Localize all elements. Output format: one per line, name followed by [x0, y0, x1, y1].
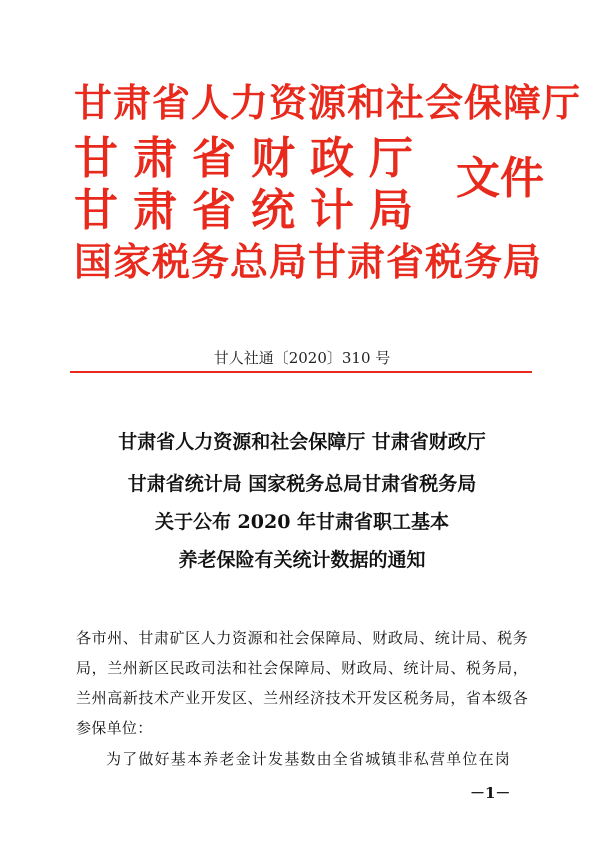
issuing-agency-finance: 甘肃省财政厅 [74, 133, 428, 184]
issuing-agency-hrss: 甘肃省人力资源和社会保障厅 [74, 80, 582, 125]
issuing-agency-tax: 国家税务总局甘肃省税务局 [74, 239, 543, 284]
doc-type-label: 文件 [456, 153, 544, 204]
recipients-paragraph: 各市州、甘肃矿区人力资源和社会保障局、财政局、统计局、税务局，兰州新区民政司法和社会保障局、财政局、统计局、税务局，兰州高新技术产业开发区、兰州经济技术开发区税务局，省本级各参保单位： [76, 629, 528, 737]
page-number: －1－ [470, 784, 511, 802]
body-paragraph: 为了做好基本养老金计发基数由全省城镇非私营单位在岗 [106, 750, 512, 768]
title-line-2: 甘肃省统计局 国家税务总局甘肃省税务局 [127, 473, 477, 495]
title-line-4: 养老保险有关统计数据的通知 [178, 549, 426, 571]
title-line-1: 甘肃省人力资源和社会保障厅 甘肃省财政厅 [118, 431, 486, 453]
title-line-3: 关于公布 2020 年甘肃省职工基本 [154, 511, 450, 533]
issuing-agency-statistics: 甘肃省统计局 [74, 185, 428, 236]
document-number: 甘人社通〔2020〕310 号 [213, 349, 391, 367]
red-divider [70, 371, 532, 373]
